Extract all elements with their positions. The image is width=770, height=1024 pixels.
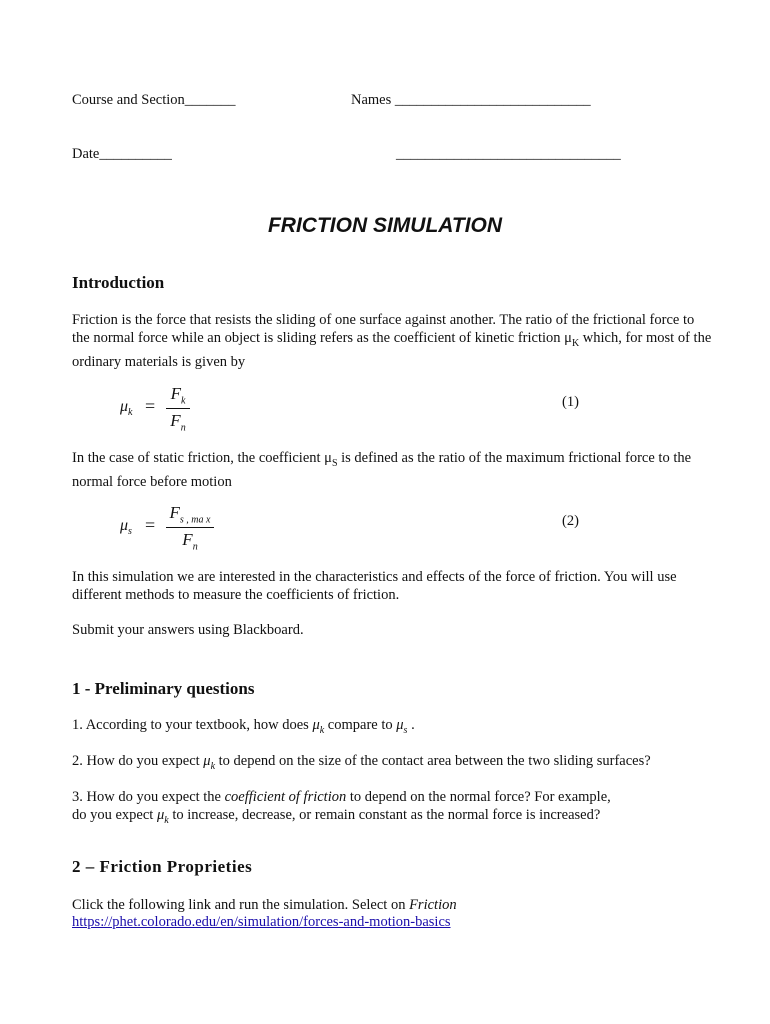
names-blank-2: _______________________________ [396, 146, 621, 162]
simulation-link-line [72, 913, 712, 931]
names-label: Names [351, 92, 392, 108]
page-title: FRICTION SIMULATION [267, 214, 503, 237]
eq1-lhs: $\mu_k$ [120, 398, 133, 419]
date-blank: __________ [99, 146, 172, 162]
course-label: Course and Section [72, 92, 185, 108]
course-section-field [72, 92, 236, 109]
simulation-instruction: Click the following link and run the simulation. Select on Friction [72, 897, 457, 913]
introduction-heading: Introduction [72, 273, 165, 292]
course-blank: _______ [184, 92, 236, 108]
names-field [351, 92, 591, 109]
question-1: 1. According to your textbook, how does $\mu_k$ compare to $\mu_s$ . [72, 717, 415, 736]
eq2-lhs: $\mu_s$ [120, 517, 132, 538]
date-label: Date [72, 146, 100, 162]
names-blank: ___________________________ [394, 92, 591, 108]
eq1-equals: = [145, 396, 156, 416]
intro-paragraph-1: Friction is the force that resists the sliding of one surface against another. The ratio of the frictional force to the normal force while an object is sliding refers as the coefficient of kinetic friction $\mu_K$ which, for most of the ordinary materials is given by [72, 312, 712, 370]
section-1-heading: 1 - Preliminary questions [72, 679, 255, 698]
intro-paragraph-4: Submit your answers using Blackboard. [72, 622, 304, 638]
intro-paragraph-3: In this simulation we are interested in the characteristics and effects of the force of friction. You will use different methods to measure the coefficients of friction. [72, 569, 677, 603]
question-2: 2. How do you expect $\mu_k$ to depend on the size of the contact area between the two sliding surfaces? [72, 753, 651, 772]
equation-1-number: (1) [562, 394, 579, 410]
eq2-equals: = [145, 515, 156, 535]
intro-paragraph-2: In the case of static friction, the coefficient $\mu_S$ is defined as the ratio of the maximum frictional force to the normal force before motion [72, 450, 692, 490]
question-3: 3. How do you expect the coefficient of friction to depend on the normal force? For example, do you expect $\mu_k$ to increase, decrease, or remain constant as the normal force is increased? [72, 789, 611, 826]
eq1-fraction: $F_k$ $F_n$ [166, 384, 190, 434]
section-2-heading: 2 – Friction Proprieties [72, 857, 253, 876]
equation-2-number: (2) [562, 513, 579, 529]
eq2-fraction: $F_{s , ma x}$ $F_n$ [166, 503, 214, 553]
simulation-link[interactable]: https://phet.colorado.edu/en/simulation/forces-and-motion-basics [72, 914, 451, 930]
date-field [72, 146, 172, 163]
